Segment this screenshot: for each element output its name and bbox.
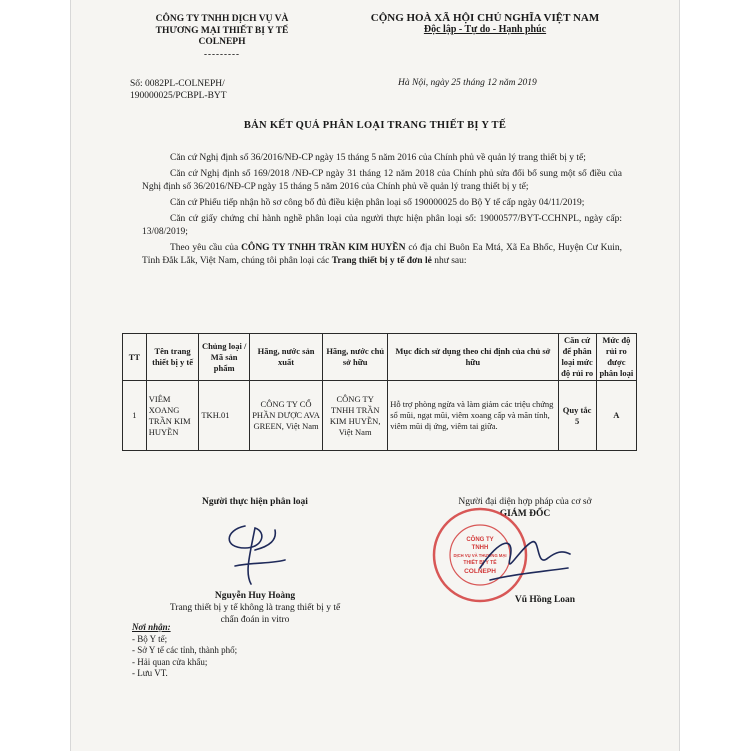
recipient-item: - Hải quan cửa khẩu; [132,656,208,667]
cell-owner: CÔNG TY TNHH TRẦN KIM HUYỀN, Việt Nam [323,381,388,451]
request-paragraph [142,242,622,268]
national-header [355,12,615,35]
representative-title: Người đại diện hợp pháp của cơ sở [458,497,592,507]
paragraph: Căn cứ Nghị định số 36/2016/NĐ-CP ngày 15 tháng 5 năm 2016 của Chính phủ về quản lý trang thiết bị y tế; [170,153,586,163]
classifier-note: Trang thiết bị y tế không là trang thiết bị y tế chẩn đoán in vitro [169,603,341,625]
recipient-item: - Bộ Y tế; [132,633,168,644]
recipient-item: - Sở Y tế các tỉnh, thành phố; [132,645,238,655]
paragraph: Căn cứ giấy chứng chỉ hành nghề phân loại của người thực hiện phân loại số: 19000577/BYT-CCHNPL, ngày cấp: 13/08/2019; [142,214,622,237]
doc-number-line: 190000025/PCBPL-BYT [130,91,227,101]
document-date: Hà Nội, ngày 25 tháng 12 năm 2019 [398,78,537,88]
stamp-line: TNHH [471,545,489,551]
col-purpose: Mục đích sử dụng theo chỉ định của chủ sở hữu [388,334,558,381]
representative-role: GIÁM ĐỐC [499,509,551,519]
cell-tt: 1 [123,381,147,451]
stamp-line: THIẾT BỊ Y TẾ [463,560,497,566]
company-divider: --------- [204,48,240,59]
col-tt: TT [123,334,147,381]
table-header-row [123,334,637,381]
recipients-list [132,622,332,680]
col-name: Tên trang thiết bị y tế [146,334,199,381]
paragraph: Căn cứ Nghị định số 169/2018 /NĐ-CP ngày 31 tháng 12 năm 2018 của Chính phủ sửa đổi bổ sung một số điều của Nghị định số 36/2016/NĐ-CP ngày 15 tháng 5 năm 2016 của Chính phủ về quản lý trang thiết bị y tế; [142,169,622,192]
table-row [123,381,637,451]
cell-model: TKH.01 [199,381,250,451]
republic-title: CỘNG HOÀ XÃ HỘI CHỦ NGHĨA VIỆT NAM [370,12,600,24]
cell-purpose: Hỗ trợ phòng ngừa và làm giảm các triệu chứng sổ mũi, ngạt mũi, viêm xoang cấp và mãn tính, viêm mũi dị ứng, viêm tai giữa. [388,381,558,451]
cell-name: VIÊM XOANG TRẦN KIM HUYỀN [146,381,199,451]
paragraph: Căn cứ Phiếu tiếp nhận hồ sơ công bố đủ điều kiện phân loại số 190000025 do Bộ Y tế cấp ngày 04/11/2019; [170,198,585,208]
col-manufacturer: Hãng, nước sản xuất [249,334,322,381]
recipient-item: - Lưu VT. [132,668,168,678]
request-suffix: như sau: [431,256,467,266]
legal-basis [142,152,622,268]
request-middle: có địa chỉ Buôn Ea Mtá, Xã Ea Bhốc, Huyện Cư Kuin, Tỉnh Đắk Lắk, Việt Nam, chúng tôi phân loại các [142,243,622,266]
representative-name: Vũ Hồng Loan [514,595,576,605]
company-line: CÔNG TY TNHH DỊCH VỤ VÀ [155,14,289,24]
stamp-line: DỊCH VỤ VÀ THƯƠNG MẠI [453,553,507,558]
col-risk: Mức độ rủi ro được phân loại [596,334,636,381]
recipients-title: Nơi nhận: [132,622,171,632]
request-company: CÔNG TY TNHH TRẦN KIM HUYỀN [241,243,406,253]
request-prefix: Theo yêu cầu của [170,243,242,253]
col-owner: Hãng, nước chủ sở hữu [323,334,388,381]
cell-basis: Quy tắc 5 [558,381,596,451]
classifier-name: Nguyễn Huy Hoàng [214,591,296,601]
classification-table [122,333,637,451]
classifier-signature-block [160,496,350,626]
stamp-line: CÔNG TY [466,537,494,543]
col-basis: Căn cứ để phân loại mức độ rủi ro [558,334,596,381]
classifier-title: Người thực hiện phân loại [202,497,308,507]
company-line: THƯƠNG MẠI THIẾT BỊ Y TẾ [155,25,289,36]
republic-motto: Độc lập - Tự do - Hạnh phúc [423,24,547,35]
company-line: COLNEPH [198,37,246,47]
handwritten-signature-right [470,528,580,598]
handwritten-signature-left [215,518,295,588]
company-header [132,14,312,60]
doc-number-line: Số: 0082PL-COLNEPH/ [130,79,225,89]
cell-risk: A [596,381,636,451]
cell-manufacturer: CÔNG TY CỔ PHẦN DƯỢC AVA GREEN, Việt Nam [249,381,322,451]
document-number [130,78,320,102]
stamp-line: COLNEPH [464,568,496,575]
request-emph: Trang thiết bị y tế đơn lẻ [331,256,432,266]
document-title: BẢN KẾT QUẢ PHÂN LOẠI TRANG THIẾT BỊ Y TẾ [243,120,507,131]
col-model: Chủng loại / Mã sản phẩm [199,334,250,381]
